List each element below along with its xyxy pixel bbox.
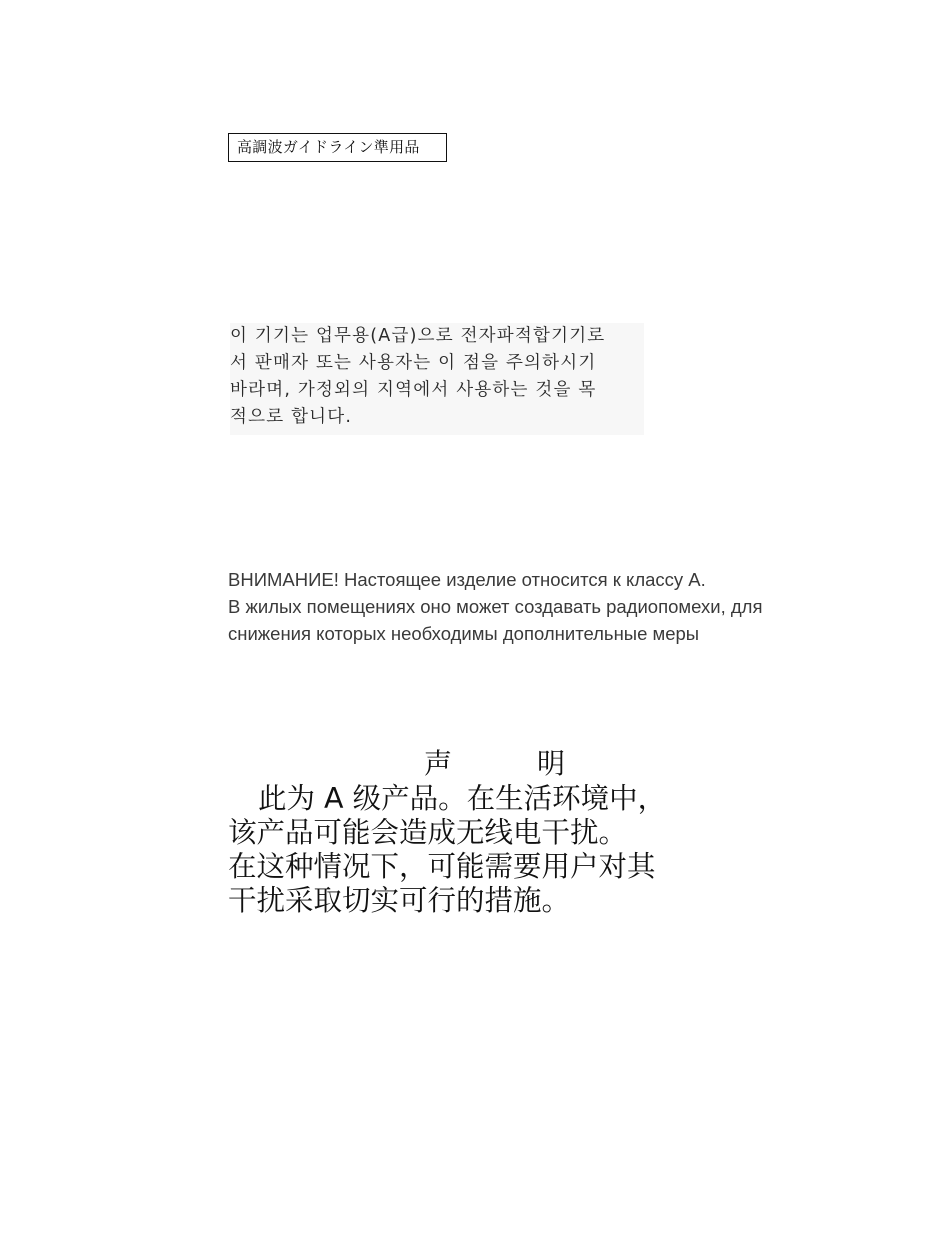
korean-notice-line: 적으로 합니다. [230,407,353,427]
korean-notice-line: 이 기기는 업무용(A급)으로 전자파적합기기로 [230,326,606,346]
chinese-notice-line: 在这种情况下，可能需要用户对其 [228,850,656,883]
chinese-emc-notice [228,782,748,918]
korean-notice-line: 바라며, 가정외의 지역에서 사용하는 것을 목 [230,380,597,400]
japanese-harmonics-notice: 高調波ガイドライン準用品 [228,133,447,162]
russian-notice-line: ВНИМАНИЕ! Настоящее изделие относится к классу А. [228,569,706,590]
chinese-notice-line: 干扰采取切实可行的措施。 [228,884,571,917]
chinese-title-right: 明 [537,747,566,780]
chinese-title-left: 声 [424,747,453,780]
korean-notice-line: 서 판매자 또는 사용자는 이 점을 주의하시기 [230,353,597,373]
chinese-notice-line: 此为 A 级产品。在生活环境中， [258,782,667,815]
russian-notice-line: снижения которых необходимы дополнительные меры [228,623,700,644]
chinese-notice-line: 该产品可能会造成无线电干扰。 [228,816,628,849]
korean-emc-notice [230,323,644,435]
russian-notice-line: В жилых помещениях оно может создавать радиопомехи, для [228,596,763,617]
chinese-notice-title [424,746,565,782]
russian-emc-notice [228,566,928,647]
